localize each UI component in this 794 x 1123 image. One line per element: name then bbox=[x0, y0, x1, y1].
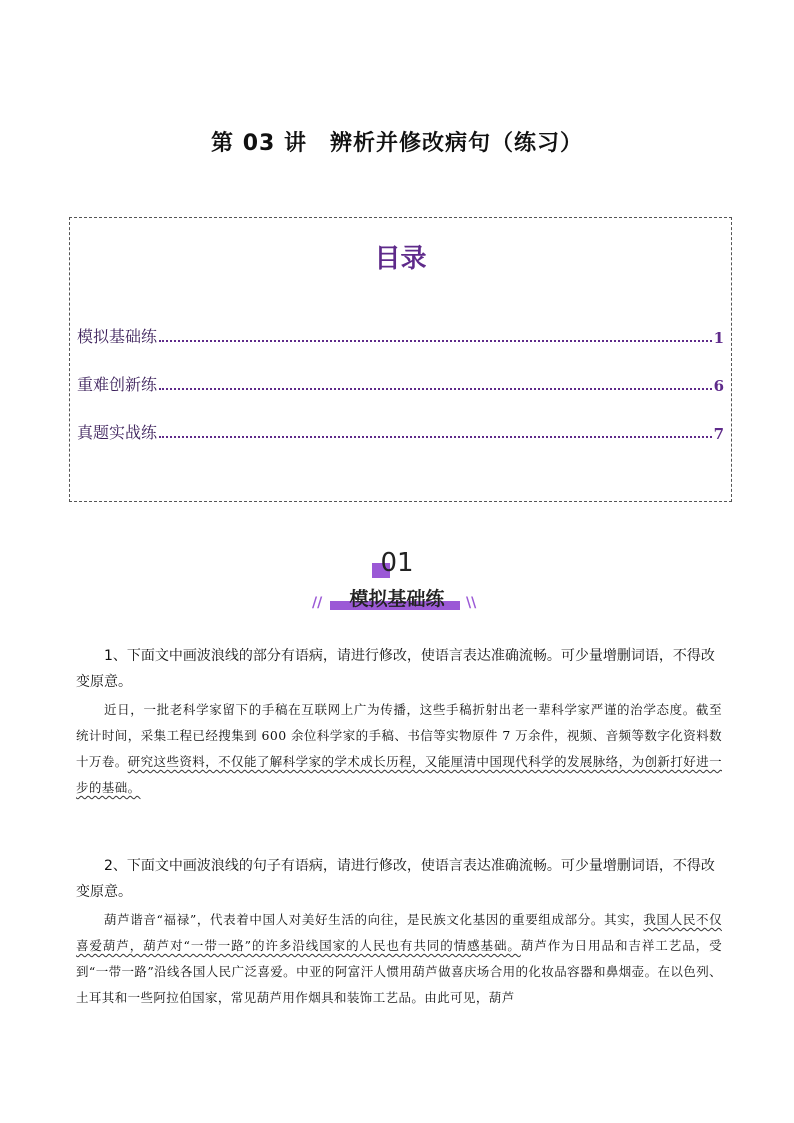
toc-leader-dots bbox=[159, 388, 712, 390]
section-right-mark: \\ bbox=[466, 595, 477, 611]
toc-item-real-exam[interactable] bbox=[77, 419, 724, 443]
toc-leader-dots bbox=[159, 436, 712, 438]
toc-item-page: 1 bbox=[713, 329, 724, 347]
wavy-underlined-text: 我国人民不仅喜爱葫芦，葫芦对“一带一路”的许多沿线国家的人民也有共同的情感基础。 bbox=[76, 912, 722, 953]
toc-item-page: 6 bbox=[713, 377, 724, 395]
toc-item-page: 7 bbox=[713, 425, 724, 443]
toc-item-label: 真题实战练 bbox=[77, 423, 158, 442]
toc-item-label: 模拟基础练 bbox=[77, 327, 158, 346]
toc-item-innovation[interactable] bbox=[77, 371, 724, 395]
toc-heading: 目录 bbox=[374, 244, 427, 274]
section-number: 01 bbox=[380, 548, 414, 578]
question-2-prompt: 2、下面文中画波浪线的句子有语病，请进行修改，使语言表达准确流畅。可少量增删词语，不得改变原意。 bbox=[76, 858, 715, 900]
section-left-mark: // bbox=[312, 595, 323, 611]
toc-leader-dots bbox=[159, 340, 712, 342]
page-title: 第 03 讲 辨析并修改病句（练习） bbox=[211, 131, 583, 156]
section-title: 模拟基础练 bbox=[349, 588, 445, 610]
question-1-passage bbox=[76, 697, 722, 801]
question-1-prompt: 1、下面文中画波浪线的部分有语病，请进行修改，使语言表达准确流畅。可少量增删词语，不得改变原意。 bbox=[76, 648, 715, 690]
passage-text: 近日，一批老科学家留下的手稿在互联网上广为传播，这些手稿折射出老一辈科学家严谨的治学态度。截至统计时间，采集工程已经搜集到 600 余位科学家的手稿、书信等实物原件 7 万余件，视频、音频等数字化资料数十万卷。 bbox=[76, 702, 722, 769]
question-2-passage bbox=[76, 907, 722, 1011]
passage-text: 葫芦作为日用品和吉祥工艺品，受到“一带一路”沿线各国人民广泛喜爱。中亚的阿富汗人惯用葫芦做喜庆场合用的化妆品容器和鼻烟壶。在以色列、土耳其和一些阿拉伯国家，常见葫芦用作烟具和装饰工艺品。由此可见，葫芦 bbox=[76, 938, 722, 1005]
wavy-underlined-text: 研究这些资料，不仅能了解科学家的学术成长历程，又能厘清中国现代科学的发展脉络，为创新打好进一步的基础。 bbox=[76, 754, 722, 795]
table-of-contents bbox=[69, 217, 732, 502]
passage-text: 葫芦谐音“福禄”，代表着中国人对美好生活的向往，是民族文化基因的重要组成部分。其实， bbox=[104, 912, 644, 927]
toc-item-basic[interactable] bbox=[77, 323, 724, 347]
toc-item-label: 重难创新练 bbox=[77, 375, 158, 394]
